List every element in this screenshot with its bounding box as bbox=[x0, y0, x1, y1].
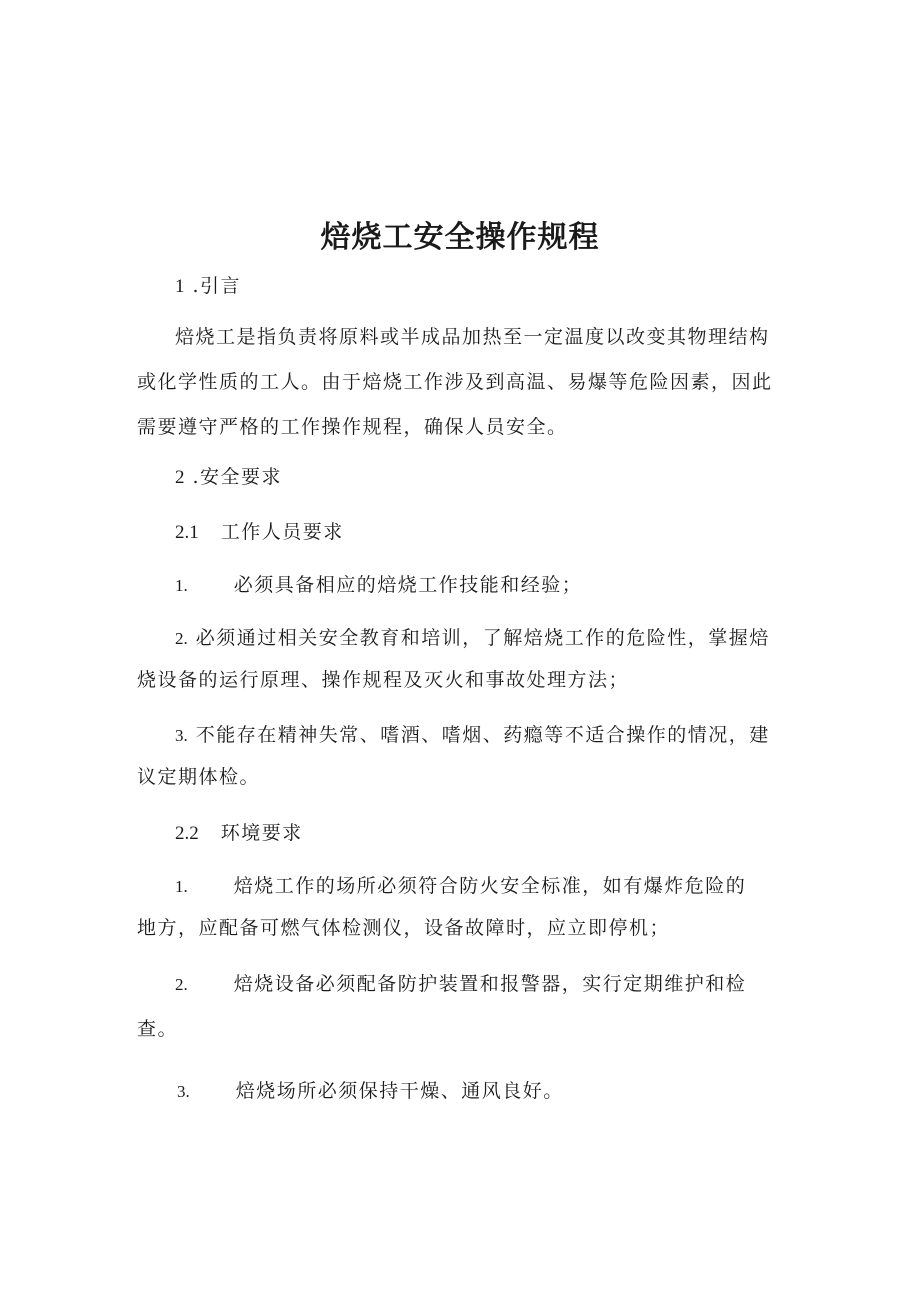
list-item-number: 1. bbox=[175, 576, 188, 595]
intro-paragraph-line-3: 需要遵守严格的工作操作规程，确保人员安全。 bbox=[137, 416, 568, 438]
list-item-number: 3. bbox=[177, 1082, 190, 1101]
environment-item-1 bbox=[175, 877, 746, 896]
intro-paragraph-line-2: 或化学性质的工人。由于焙烧工作涉及到高温、易爆等危险因素，因此 bbox=[137, 371, 773, 393]
list-item-text: 必须通过相关安全教育和培训，了解焙烧工作的危险性，掌握焙 bbox=[195, 627, 770, 649]
subsection-heading-staff bbox=[175, 523, 344, 542]
staff-item-3-continuation: 议定期体检。 bbox=[137, 766, 261, 788]
intro-paragraph-line-1: 焙烧工是指负责将原料或半成品加热至一定温度以改变其物理结构 bbox=[175, 326, 770, 348]
list-item-text: 焙烧工作的场所必须符合防火安全标准，如有爆炸危险的 bbox=[233, 875, 747, 897]
list-item-text: 不能存在精神失常、嗜酒、嗜烟、药瘾等不适合操作的情况，建 bbox=[195, 724, 770, 746]
staff-item-1 bbox=[175, 576, 582, 595]
staff-item-3 bbox=[175, 726, 770, 745]
section-number: 2 bbox=[175, 467, 185, 488]
staff-item-2-continuation: 烧设备的运行原理、操作规程及灭火和事故处理方法； bbox=[137, 669, 630, 691]
list-item-number: 3. bbox=[175, 726, 188, 745]
list-item-text: 焙烧设备必须配备防护装置和报警器，实行定期维护和检 bbox=[233, 973, 747, 995]
list-item-text: 焙烧场所必须保持干燥、通风良好。 bbox=[235, 1080, 564, 1102]
subsection-heading-text: 工作人员要求 bbox=[220, 521, 344, 543]
subsection-heading-text: 环境要求 bbox=[220, 822, 303, 844]
subsection-number: 2.1 bbox=[175, 522, 199, 543]
environment-item-3 bbox=[177, 1082, 564, 1101]
section-heading-text: .安全要求 bbox=[192, 466, 283, 488]
section-heading-safety bbox=[175, 468, 282, 487]
section-heading-text: .引言 bbox=[192, 275, 242, 297]
section-heading-intro bbox=[175, 277, 241, 296]
environment-item-2 bbox=[175, 975, 746, 994]
list-item-number: 1. bbox=[175, 877, 188, 896]
document-title: 焙烧工安全操作规程 bbox=[320, 220, 600, 255]
subsection-heading-environment bbox=[175, 824, 303, 843]
staff-item-2 bbox=[175, 629, 770, 648]
list-item-text: 必须具备相应的焙烧工作技能和经验； bbox=[233, 574, 583, 596]
list-item-number: 2. bbox=[175, 629, 188, 648]
environment-item-1-continuation: 地方，应配备可燃气体检测仪，设备故障时，应立即停机； bbox=[137, 917, 671, 939]
list-item-number: 2. bbox=[175, 975, 188, 994]
section-number: 1 bbox=[175, 276, 185, 297]
environment-item-2-continuation: 查。 bbox=[137, 1018, 179, 1040]
subsection-number: 2.2 bbox=[175, 823, 199, 844]
